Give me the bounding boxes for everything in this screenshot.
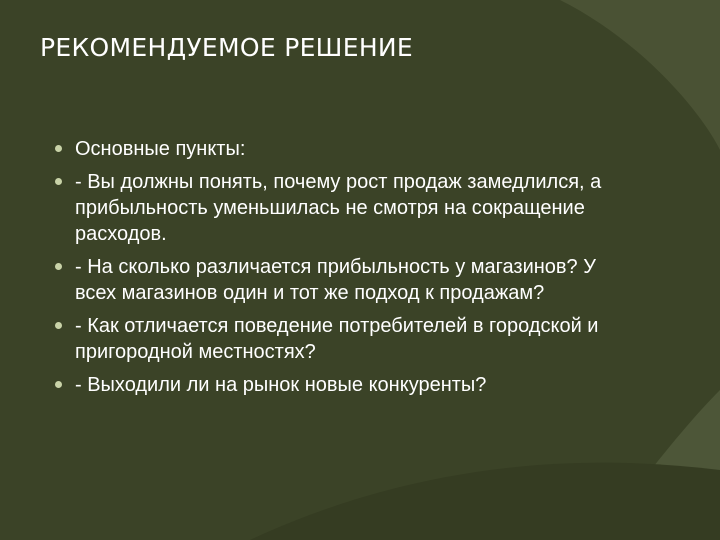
bullet-text: - Как отличается поведение потребителей в городской и пригородной местностях? xyxy=(75,315,599,363)
list-item xyxy=(55,169,635,247)
bullet-text: - Выходили ли на рынок новые конкуренты? xyxy=(75,374,487,396)
bullet-dot-icon xyxy=(55,263,62,270)
list-item xyxy=(55,372,635,398)
bullet-text: - Вы должны понять, почему рост продаж замедлился, а прибыльность уменьшилась не смотря на сокращение расходов. xyxy=(75,171,602,245)
decor-curve-top-right xyxy=(560,0,720,150)
bullet-dot-icon xyxy=(55,145,62,152)
bullet-list xyxy=(55,136,635,405)
bullet-text: Основные пункты: xyxy=(75,138,246,160)
decor-curve-bottom-left xyxy=(250,463,720,540)
bullet-dot-icon xyxy=(55,322,62,329)
bullet-text: - На сколько различается прибыльность у магазинов? У всех магазинов один и тот же подход к продажам? xyxy=(75,256,596,304)
list-item xyxy=(55,254,635,306)
bullet-dot-icon xyxy=(55,178,62,185)
bullet-dot-icon xyxy=(55,381,62,388)
list-item xyxy=(55,313,635,365)
slide-title: РЕКОМЕНДУЕМОЕ РЕШЕНИЕ xyxy=(40,33,414,62)
list-item xyxy=(55,136,635,162)
